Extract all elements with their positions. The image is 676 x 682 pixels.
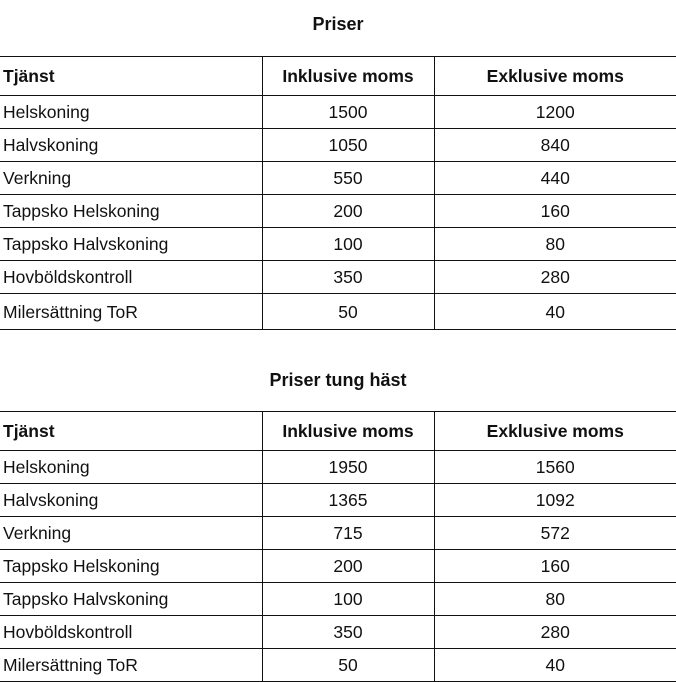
- price-table: [0, 411, 676, 682]
- incl-vat-cell: 100: [262, 228, 434, 261]
- service-cell: Tappsko Halvskoning: [0, 583, 262, 616]
- incl-vat-cell: 50: [262, 649, 434, 682]
- table-header-row: [0, 412, 676, 451]
- service-cell: Milersättning ToR: [0, 294, 262, 330]
- service-cell: Halvskoning: [0, 129, 262, 162]
- excl-vat-cell: 572: [434, 517, 676, 550]
- table-row: [0, 162, 676, 195]
- table-row: [0, 616, 676, 649]
- excl-vat-cell: 80: [434, 228, 676, 261]
- table-header-row: [0, 57, 676, 96]
- table-row: [0, 129, 676, 162]
- incl-vat-cell: 550: [262, 162, 434, 195]
- table-row: [0, 649, 676, 682]
- table-row: [0, 228, 676, 261]
- incl-vat-cell: 100: [262, 583, 434, 616]
- service-cell: Hovböldskontroll: [0, 261, 262, 294]
- incl-vat-cell: 1365: [262, 484, 434, 517]
- incl-vat-cell: 350: [262, 261, 434, 294]
- table-row: [0, 583, 676, 616]
- incl-vat-cell: 1050: [262, 129, 434, 162]
- excl-vat-cell: 40: [434, 649, 676, 682]
- service-cell: Helskoning: [0, 451, 262, 484]
- excl-vat-cell: 80: [434, 583, 676, 616]
- table-row: [0, 195, 676, 228]
- incl-vat-cell: 1500: [262, 96, 434, 129]
- excl-vat-cell: 1200: [434, 96, 676, 129]
- section-title: Priser: [312, 14, 364, 34]
- table-row: [0, 294, 676, 330]
- header-service: Tjänst: [0, 57, 262, 96]
- service-cell: Tappsko Halvskoning: [0, 228, 262, 261]
- header-excl-vat: Exklusive moms: [434, 412, 676, 451]
- header-service: Tjänst: [0, 412, 262, 451]
- incl-vat-cell: 200: [262, 195, 434, 228]
- service-cell: Milersättning ToR: [0, 649, 262, 682]
- header-incl-vat: Inklusive moms: [262, 412, 434, 451]
- section-title: Priser tung häst: [269, 370, 407, 390]
- price-table: [0, 56, 676, 330]
- incl-vat-cell: 200: [262, 550, 434, 583]
- service-cell: Helskoning: [0, 96, 262, 129]
- excl-vat-cell: 160: [434, 550, 676, 583]
- excl-vat-cell: 280: [434, 616, 676, 649]
- excl-vat-cell: 280: [434, 261, 676, 294]
- header-incl-vat: Inklusive moms: [262, 57, 434, 96]
- header-excl-vat: Exklusive moms: [434, 57, 676, 96]
- table-row: [0, 96, 676, 129]
- table-row: [0, 451, 676, 484]
- table-row: [0, 550, 676, 583]
- service-cell: Tappsko Helskoning: [0, 550, 262, 583]
- excl-vat-cell: 40: [434, 294, 676, 330]
- service-cell: Verkning: [0, 162, 262, 195]
- table-row: [0, 517, 676, 550]
- service-cell: Tappsko Helskoning: [0, 195, 262, 228]
- table-row: [0, 261, 676, 294]
- incl-vat-cell: 715: [262, 517, 434, 550]
- incl-vat-cell: 50: [262, 294, 434, 330]
- excl-vat-cell: 440: [434, 162, 676, 195]
- table-row: [0, 484, 676, 517]
- service-cell: Verkning: [0, 517, 262, 550]
- excl-vat-cell: 1560: [434, 451, 676, 484]
- service-cell: Hovböldskontroll: [0, 616, 262, 649]
- excl-vat-cell: 1092: [434, 484, 676, 517]
- service-cell: Halvskoning: [0, 484, 262, 517]
- incl-vat-cell: 1950: [262, 451, 434, 484]
- excl-vat-cell: 840: [434, 129, 676, 162]
- incl-vat-cell: 350: [262, 616, 434, 649]
- excl-vat-cell: 160: [434, 195, 676, 228]
